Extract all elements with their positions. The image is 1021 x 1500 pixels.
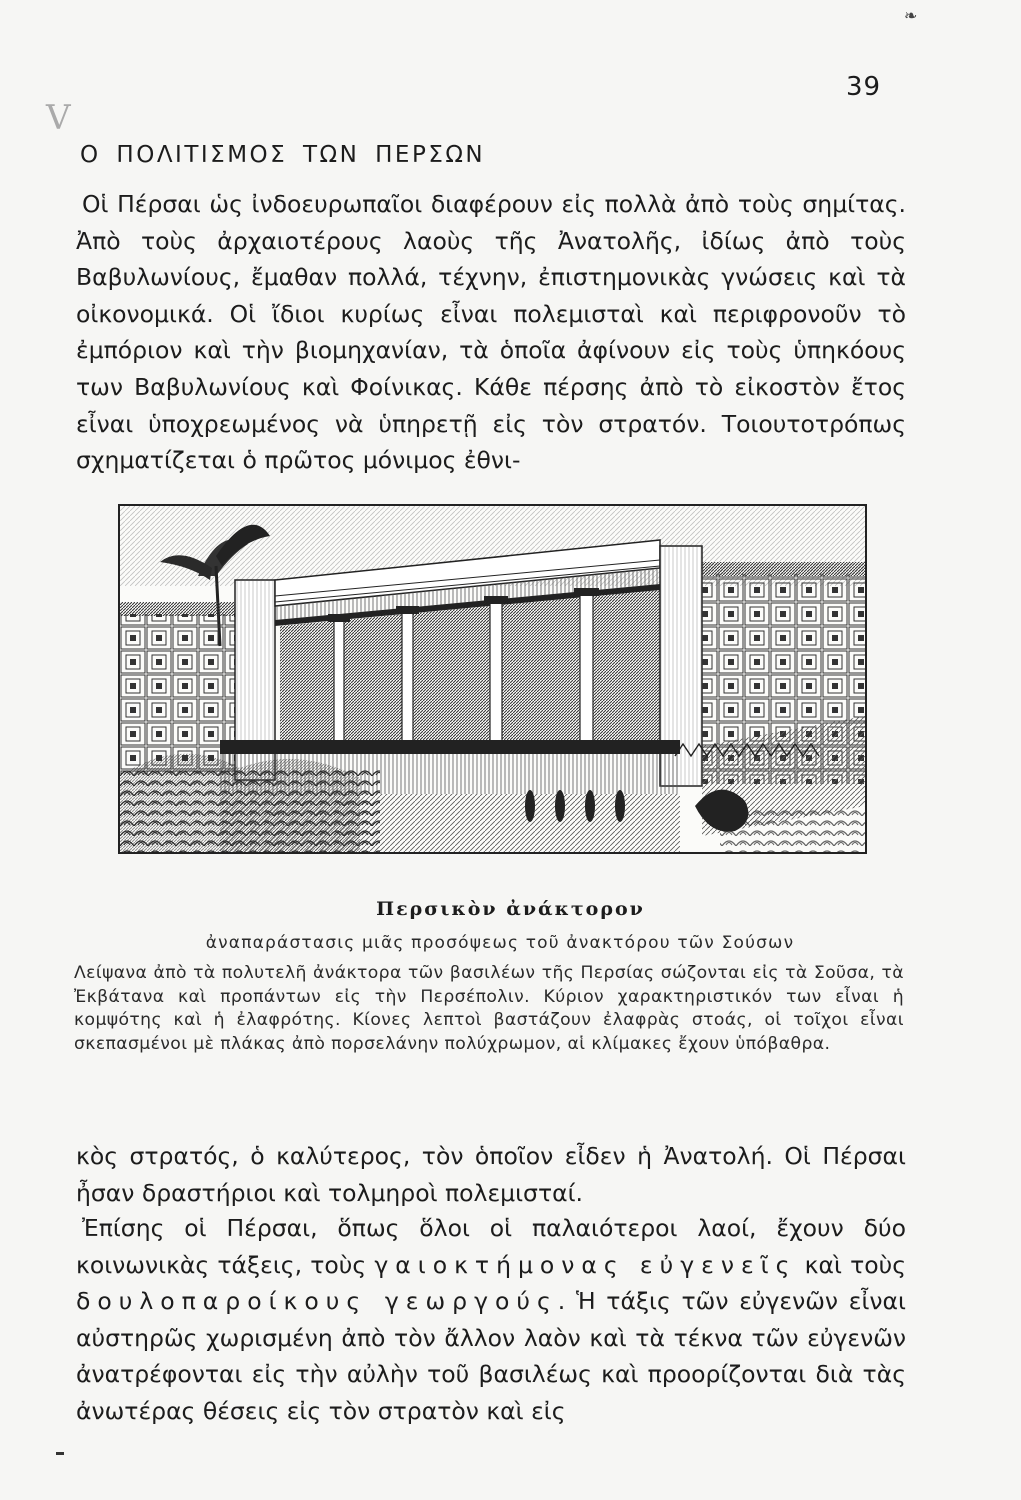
paragraph-1: Οἱ Πέρσαι ὡς ἰνδοευρωπαῖοι διαφέρουν εἰς πολλὰ ἀπὸ τοὺς σημίτας. Ἀπὸ τοὺς ἀρχαιοτέρους λαοὺς τῆς Ἀνατολῆς, ἰδίως ἀπὸ τοὺς Βαβυλωνίους, ἔμαθαν πολλά, τέχνην, ἐπιστημονικὰς γνώσεις καὶ τὰ οἰκονομικά. Οἱ ἴδιοι κυρίως εἶναι πολεμισταὶ καὶ περιφρονοῦν τὸ ἐμπόριον καὶ τὴν βιομηχανίαν, τὰ ὁποῖα ἀφίνουν εἰς τοὺς ὑπηκόους των Βαβυλωνίους καὶ Φοίνικας. Κάθε πέρσης ἀπὸ τὸ εἰκοστὸν ἔτος εἶναι ὑποχρεωμένος νὰ ὑπηρετῇ εἰς τὸν στρατόν. Τοιουτοτρόπως σχηματίζεται ὁ πρῶτος μόνιμος ἐθνι- (76, 190, 906, 475)
spaced-term-serfs: δουλοπαροίκους γεωργούς (76, 1287, 558, 1316)
margin-dash (56, 1452, 64, 1455)
paragraph-2: κὸς στρατός, ὁ καλύτερος, τὸν ὁποῖον εἶδεν ἡ Ἀνατολή. Οἱ Πέρσαι ἦσαν δραστήριοι καὶ τολμηροὶ πολεμισταί. (76, 1142, 906, 1207)
paragraph-3-text-a: Ἐπίσης οἱ Πέρσαι, ὅπως ὅλοι οἱ παλαιότεροι λαοί, ἔχουν δύο κοινωνικὰς τάξεις, τοὺς (76, 1214, 906, 1279)
figure-subtitle: ἀναπαράστασις μιᾶς προσόψεως τοῦ ἀνακτόρου τῶν Σούσων (205, 933, 795, 953)
paragraph-3-text-b: καὶ τοὺς (796, 1250, 907, 1279)
spaced-term-landowners: γαιοκτήμονας εὐγενεῖς (374, 1250, 797, 1279)
page-number: 39 (846, 72, 882, 102)
palace-illustration (118, 504, 867, 854)
corner-mark: ❧ (904, 6, 918, 25)
section-heading: Ο ΠΟΛΙΤΙΣΜΟΣ ΤΩΝ ΠΕΡΣΩΝ (80, 142, 486, 168)
margin-mark: V (46, 98, 71, 138)
figure-title: Περσικὸν ἀνάκτορον (376, 898, 645, 920)
paragraph-3 (76, 1210, 906, 1430)
figure-description: Λείψανα ἀπὸ τὰ πολυτελῆ ἀνάκτορα τῶν βασιλέων τῆς Περσίας σώζονται εἰς τὰ Σοῦσα, τὰ Ἐκβάτανα καὶ προπάντων εἰς τὴν Περσέπολιν. Κύριον χαρακτηριστικόν των εἶναι ἡ κομψότης καὶ ἡ ἐλαφρότης. Κίονες λεπτοὶ βαστάζουν ἐλαφρὰς στοάς, οἱ τοῖχοι εἶναι σκεπασμένοι μὲ πλάκας ἀπὸ πορσελάνην πολύχρωμον, αἱ κλίμακες ἔχουν ὑπόβαθρα. (74, 963, 904, 1054)
paragraph-3-text-c: . Ἡ τάξις τῶν εὐγενῶν εἶναι αὐστηρῶς χωρισμένη ἀπὸ τὸν ἄλλον λαὸν καὶ τὰ τέκνα τῶν εὐγενῶν ἀνατρέφονται εἰς τὴν αὐλὴν τοῦ βασιλέως καὶ προορίζονται διὰ τὰς ἀνωτέρας θέσεις εἰς τὸν στρατὸν καὶ εἰς (76, 1287, 906, 1425)
